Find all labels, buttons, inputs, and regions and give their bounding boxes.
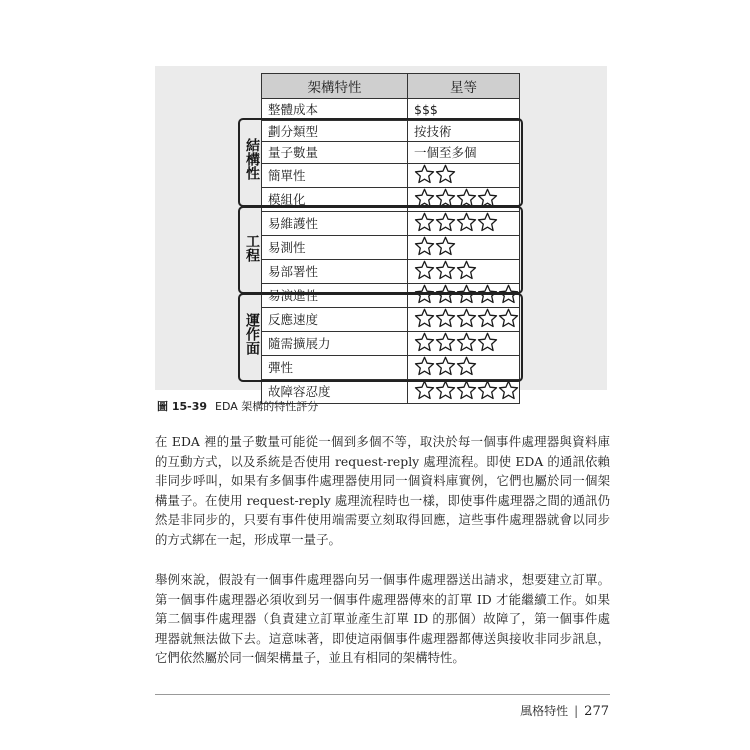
- outline-star-icon: [414, 212, 435, 232]
- star-rating: [414, 188, 498, 208]
- caption-number: 圖 15-39: [157, 400, 208, 413]
- outline-star-icon: [435, 260, 456, 280]
- table-row: [262, 355, 520, 379]
- page-footer: [520, 702, 609, 719]
- table-row: [262, 187, 520, 211]
- characteristic-stars: [408, 163, 520, 187]
- outline-star-icon: [456, 308, 477, 328]
- body-paragraph-2: 舉例來說，假設有一個事件處理器向另一個事件處理器送出請求，想要建立訂單。第一個事件處理器必須收到另一個事件處理器傳來的訂單 ID 才能繼續工作。如果第二個事件處理器（負責建立訂單並產生訂單 ID 的那個）故障了，第一個事件處理器就無法做下去。這意味著，即使這兩個事件處理器都傳送與接收非同步訊息，它們依然屬於同一個架構量子，並且有相同的架構特性。: [155, 572, 610, 665]
- body-paragraph-1: 在 EDA 裡的量子數量可能從一個到多個不等，取決於每一個事件處理器與資料庫的互動方式，以及系統是否使用 request-reply 處理流程。即使 EDA 的通訊依賴非同步呼叫，如果有多個事件處理器使用同一個資料庫實例，它們也屬於同一個架構量子。在使用 request-reply 處理流程時也一樣，即使事件處理器之間的通訊仍然是非同步的，只要有事件使用端需要立刻取得回應，這些事件處理器就會以同步的方式綁在一起，形成單一量子。: [155, 434, 610, 547]
- caption-text: EDA 架構的特性評分: [215, 400, 319, 413]
- outline-star-icon: [477, 212, 498, 232]
- outline-star-icon: [435, 284, 456, 304]
- star-rating: [414, 356, 477, 376]
- star-rating: [414, 260, 477, 280]
- outline-star-icon: [414, 188, 435, 208]
- characteristic-name: 簡單性: [262, 163, 408, 187]
- characteristic-stars: [408, 259, 520, 283]
- outline-star-icon: [456, 188, 477, 208]
- outline-star-icon: [414, 332, 435, 352]
- header-rating: 星等: [408, 74, 520, 99]
- figure-caption: [157, 398, 318, 414]
- table-row: [262, 235, 520, 259]
- characteristic-stars: [408, 307, 520, 331]
- characteristic-stars: [408, 355, 520, 379]
- outline-star-icon: [435, 212, 456, 232]
- outline-star-icon: [456, 356, 477, 376]
- outline-star-icon: [414, 236, 435, 256]
- characteristic-name: 隨需擴展力: [262, 331, 408, 355]
- outline-star-icon: [414, 164, 435, 184]
- outline-star-icon: [477, 332, 498, 352]
- characteristic-value: $$$: [408, 99, 520, 121]
- table-row: [262, 307, 520, 331]
- table-row: [262, 331, 520, 355]
- header-characteristic: 架構特性: [262, 74, 408, 99]
- characteristic-name: 模組化: [262, 187, 408, 211]
- outline-star-icon: [435, 380, 456, 400]
- outline-star-icon: [414, 284, 435, 304]
- footer-section: 風格特性: [520, 704, 569, 718]
- star-rating: [414, 380, 519, 400]
- characteristic-value: 按技術: [408, 120, 520, 142]
- star-rating: [414, 332, 498, 352]
- outline-star-icon: [435, 308, 456, 328]
- characteristic-stars: [408, 283, 520, 307]
- characteristic-stars: [408, 331, 520, 355]
- star-rating: [414, 212, 498, 232]
- outline-star-icon: [435, 236, 456, 256]
- characteristic-stars: [408, 379, 520, 403]
- characteristic-stars: [408, 187, 520, 211]
- outline-star-icon: [456, 260, 477, 280]
- characteristic-stars: [408, 235, 520, 259]
- outline-star-icon: [414, 308, 435, 328]
- characteristic-name: 故障容忍度: [262, 379, 408, 403]
- characteristic-value: 一個至多個: [408, 142, 520, 164]
- footer-separator: |: [574, 704, 579, 718]
- outline-star-icon: [456, 380, 477, 400]
- star-rating: [414, 164, 456, 184]
- outline-star-icon: [456, 284, 477, 304]
- table-row: [262, 142, 520, 164]
- outline-star-icon: [435, 164, 456, 184]
- outline-star-icon: [414, 356, 435, 376]
- star-rating: [414, 284, 519, 304]
- characteristic-name: 彈性: [262, 355, 408, 379]
- table-row: [262, 163, 520, 187]
- outline-star-icon: [498, 284, 519, 304]
- outline-star-icon: [477, 380, 498, 400]
- outline-star-icon: [477, 188, 498, 208]
- characteristic-stars: [408, 211, 520, 235]
- characteristic-name: 易測性: [262, 235, 408, 259]
- characteristics-table: [261, 73, 520, 404]
- outline-star-icon: [477, 308, 498, 328]
- outline-star-icon: [498, 380, 519, 400]
- characteristic-name: 量子數量: [262, 142, 408, 164]
- table-row: [262, 259, 520, 283]
- outline-star-icon: [435, 332, 456, 352]
- characteristic-name: 易演進性: [262, 283, 408, 307]
- characteristic-name: 反應速度: [262, 307, 408, 331]
- outline-star-icon: [456, 332, 477, 352]
- characteristic-name: 整體成本: [262, 99, 408, 121]
- star-rating: [414, 236, 456, 256]
- table-header-row: [262, 74, 520, 99]
- page-number: 277: [584, 704, 609, 719]
- characteristic-name: 劃分類型: [262, 120, 408, 142]
- outline-star-icon: [414, 260, 435, 280]
- table-row: [262, 120, 520, 142]
- outline-star-icon: [435, 356, 456, 376]
- group-label-operational: 運作面: [244, 313, 260, 355]
- table-row: [262, 99, 520, 121]
- outline-star-icon: [456, 212, 477, 232]
- group-label-structural: 結構性: [244, 138, 260, 180]
- characteristic-name: 易維護性: [262, 211, 408, 235]
- table-row: [262, 283, 520, 307]
- outline-star-icon: [477, 284, 498, 304]
- outline-star-icon: [414, 380, 435, 400]
- characteristic-name: 易部署性: [262, 259, 408, 283]
- group-label-engineering: 工程: [244, 234, 260, 262]
- outline-star-icon: [435, 188, 456, 208]
- star-rating: [414, 308, 519, 328]
- outline-star-icon: [498, 308, 519, 328]
- table-row: [262, 211, 520, 235]
- footer-divider: [155, 694, 610, 695]
